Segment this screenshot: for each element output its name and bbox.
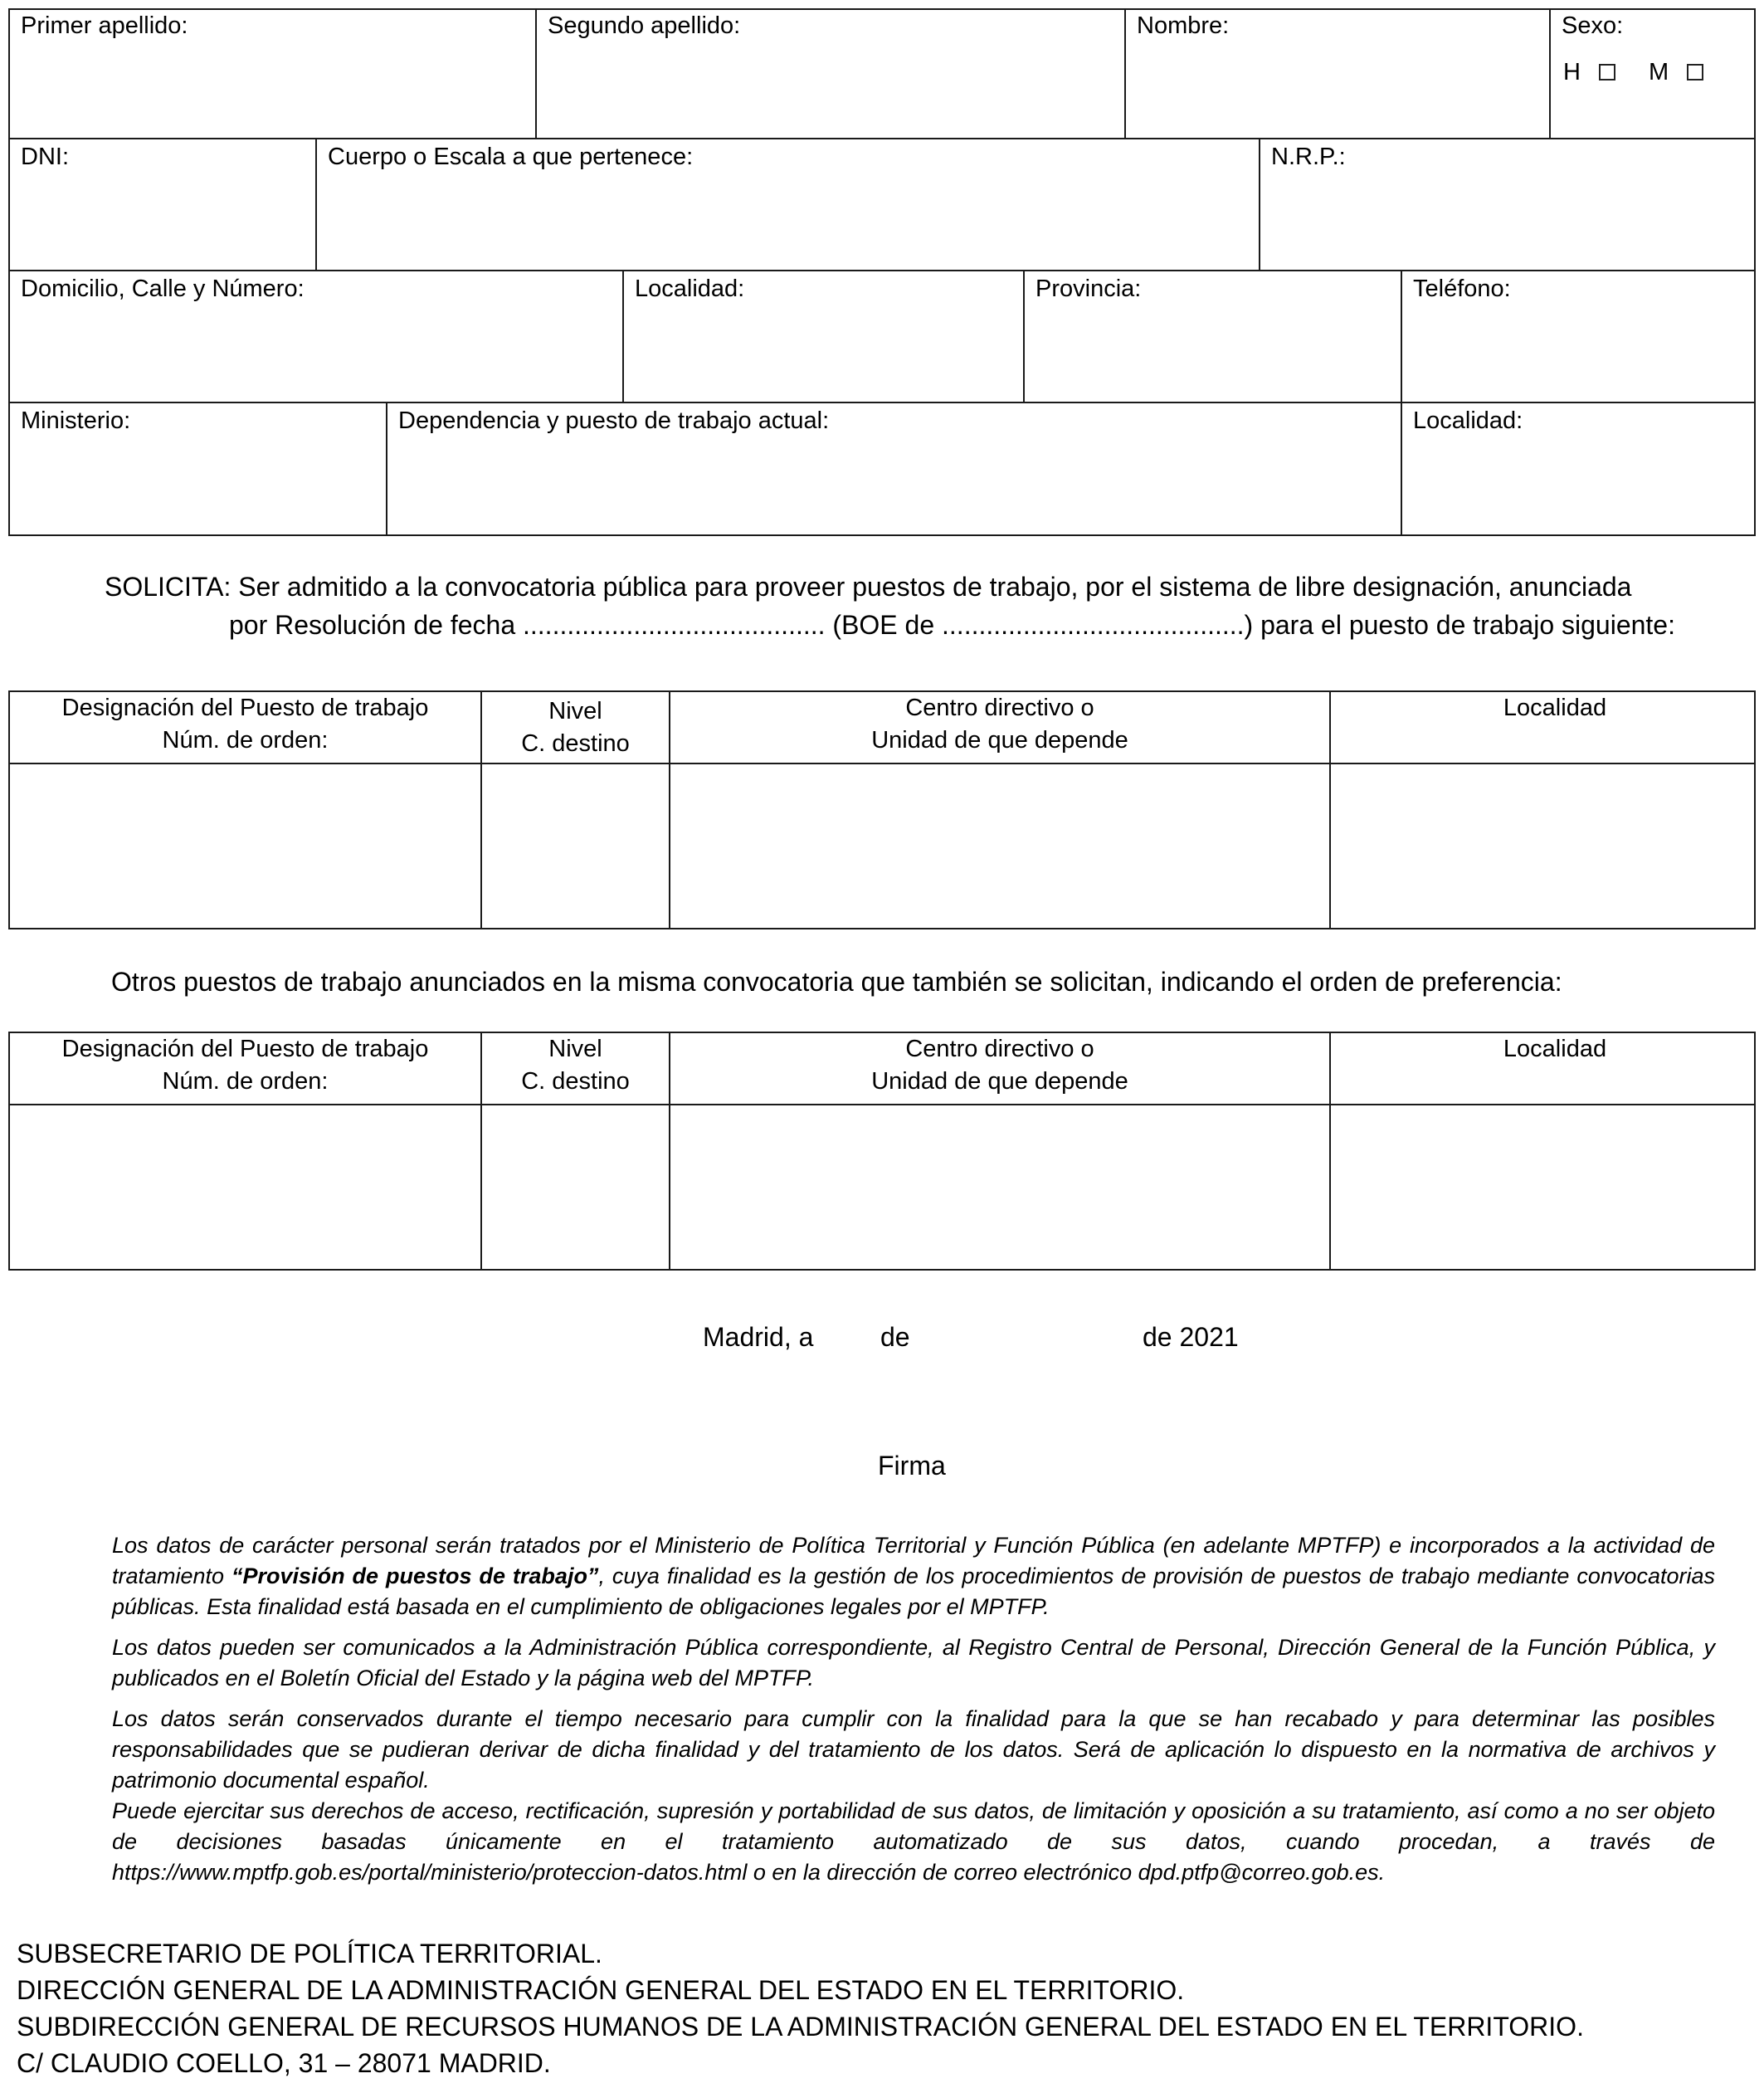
col-divider — [1259, 138, 1260, 271]
legal-paragraph-2: Los datos pueden ser comunicados a la Administración Pública correspondiente, al Registro Central de Personal, Dirección General de la Función Pública, y publicados en el Boletín Oficial del Estado y la página web del MPTFP. — [112, 1635, 1715, 1690]
sexo-options — [1563, 58, 1737, 86]
row-divider — [8, 402, 1756, 403]
col-divider — [535, 8, 537, 139]
header-designacion — [10, 1033, 480, 1098]
header-centro-line1: Centro directivo o — [905, 1036, 1094, 1062]
localidad-field[interactable] — [635, 275, 744, 303]
footer-line-4: C/ CLAUDIO COELLO, 31 – 28071 MADRID. — [17, 2048, 551, 2078]
col-divider — [386, 402, 387, 536]
localidad-label: Localidad: — [635, 276, 745, 302]
otros-cell-designacion[interactable] — [10, 1105, 480, 1269]
header-nivel-line1: Nivel — [548, 698, 602, 724]
nrp-field[interactable] — [1271, 143, 1346, 171]
legal-paragraph-1 — [112, 1530, 1715, 1622]
footer-line-3: SUBDIRECCIÓN GENERAL DE RECURSOS HUMANOS DE LA ADMINISTRACIÓN GENERAL DEL ESTADO EN EL TERRITORIO. — [17, 2012, 1584, 2042]
legal-p1-bold: “Provisión de puestos de trabajo” — [231, 1564, 599, 1588]
header-localidad-line1: Localidad — [1503, 1036, 1607, 1062]
provincia-field[interactable] — [1035, 275, 1141, 303]
header-centro-line2: Unidad de que depende — [871, 727, 1128, 754]
cuerpo-label: Cuerpo o Escala a que pertenece: — [328, 144, 694, 170]
data-protection-notice — [112, 1530, 1715, 1898]
header-nivel — [482, 1033, 669, 1098]
col-divider — [1124, 8, 1126, 139]
legal-p1-end: , cuya finalidad es la gestión de los procedimientos de provisión de puestos de trabajo mediante convocatorias públicas. Esta finalidad está basada en el cumplimiento de obligaciones legales por el MPTFP. — [112, 1564, 1715, 1619]
header-nivel-line2: C. destino — [521, 730, 630, 757]
footer-line-1: SUBSECRETARIO DE POLÍTICA TERRITORIAL. — [17, 1939, 602, 1968]
otros-puestos-text: Otros puestos de trabajo anunciados en la misma convocatoria que también se solicitan, indicando el orden de preferencia: — [111, 967, 1562, 997]
sexo-option-h[interactable] — [1563, 58, 1615, 86]
header-designacion-line2: Núm. de orden: — [162, 727, 329, 754]
fecha-madrid: Madrid, a — [703, 1322, 814, 1352]
solicita-line-2: por Resolución de fecha ......................................... (BOE de .........................................) para el puesto de trabajo siguiente: — [229, 610, 1675, 640]
header-centro-line1: Centro directivo o — [905, 695, 1094, 721]
checkbox-m-icon[interactable] — [1687, 64, 1703, 80]
col-divider — [1549, 8, 1551, 139]
dependencia-field[interactable] — [398, 407, 829, 435]
telefono-label: Teléfono: — [1413, 276, 1511, 302]
sexo-h-label: H — [1563, 59, 1581, 85]
puesto-cell-designacion[interactable] — [10, 764, 480, 928]
ministerio-label: Ministerio: — [21, 407, 131, 434]
dependencia-label: Dependencia y puesto de trabajo actual: — [398, 407, 830, 434]
legal-paragraph-3: Los datos serán conservados durante el tiempo necesario para cumplir con la finalidad para la que se han recabado y para determinar las posibles responsabilidades que se pudieran derivar de dicha finalidad y del tratamiento de los datos. Será de aplicación lo dispuesto en la normativa de archivos y patrimonio documental español. — [112, 1706, 1715, 1793]
provincia-label: Provincia: — [1035, 276, 1142, 302]
legal-paragraph-4: Puede ejercitar sus derechos de acceso, rectificación, supresión y portabilidad de sus datos, de limitación y oposición a su tratamiento, así como a no ser objeto de decisiones basadas únicamente en el tratamiento automatizado de sus datos, cuando procedan, a través de https://www.mptfp.gob.es/portal/ministerio/proteccion-datos.html o en la dirección de correo electrónico dpd.ptfp@correo.gob.es. — [112, 1798, 1715, 1885]
cuerpo-field[interactable] — [328, 143, 693, 171]
nrp-label: N.R.P.: — [1271, 144, 1346, 170]
header-localidad — [1331, 1033, 1764, 1066]
telefono-field[interactable] — [1413, 275, 1511, 303]
header-centro-line2: Unidad de que depende — [871, 1068, 1128, 1095]
header-designacion-line1: Designación del Puesto de trabajo — [61, 695, 429, 721]
primer-apellido-label: Primer apellido: — [21, 12, 188, 39]
localidad-actual-label: Localidad: — [1413, 407, 1523, 434]
fecha-de: de — [880, 1322, 910, 1352]
header-nivel — [482, 695, 669, 760]
header-centro — [670, 692, 1329, 757]
segundo-apellido-field[interactable] — [548, 12, 740, 40]
col-divider — [622, 270, 624, 402]
header-centro — [670, 1033, 1329, 1098]
nombre-field[interactable] — [1137, 12, 1229, 40]
firma-label: Firma — [878, 1451, 946, 1481]
otros-cell-centro[interactable] — [670, 1105, 1329, 1269]
segundo-apellido-label: Segundo apellido: — [548, 12, 741, 39]
puesto-cell-centro[interactable] — [670, 764, 1329, 928]
personal-data-form — [8, 8, 1756, 536]
header-nivel-line2: C. destino — [521, 1068, 630, 1095]
otros-cell-nivel[interactable] — [482, 1105, 669, 1269]
otros-cell-localidad[interactable] — [1331, 1105, 1754, 1269]
sexo-m-label: M — [1648, 59, 1669, 85]
header-designacion — [10, 692, 480, 757]
col-divider — [1401, 402, 1402, 536]
domicilio-field[interactable] — [21, 275, 305, 303]
dni-field[interactable] — [21, 143, 69, 171]
checkbox-h-icon[interactable] — [1599, 64, 1615, 80]
col-divider — [315, 138, 317, 271]
sexo-label: Sexo: — [1562, 12, 1624, 39]
solicita-line-1: SOLICITA: Ser admitido a la convocatoria pública para proveer puestos de trabajo, por el sistema de libre designación, anunciada — [105, 572, 1632, 602]
row-divider — [8, 138, 1756, 139]
header-designacion-line1: Designación del Puesto de trabajo — [61, 1036, 429, 1062]
legal-p1-start: Los datos de carácter personal serán tratados por el Ministerio de Política Territorial y Función Pública (en adelante MPTFP) e incorporados a la actividad de tratamiento — [112, 1533, 1715, 1588]
ministerio-field[interactable] — [21, 407, 130, 435]
footer-line-2: DIRECCIÓN GENERAL DE LA ADMINISTRACIÓN GENERAL DEL ESTADO EN EL TERRITORIO. — [17, 1975, 1185, 2005]
puesto-cell-nivel[interactable] — [482, 764, 669, 928]
header-designacion-line2: Núm. de orden: — [162, 1068, 329, 1095]
header-nivel-line1: Nivel — [548, 1036, 602, 1062]
domicilio-label: Domicilio, Calle y Número: — [21, 276, 305, 302]
sexo-option-m[interactable] — [1649, 58, 1703, 86]
nombre-label: Nombre: — [1137, 12, 1230, 39]
puesto-cell-localidad[interactable] — [1331, 764, 1754, 928]
fecha-year: de 2021 — [1143, 1322, 1239, 1352]
header-localidad — [1331, 692, 1764, 724]
row-divider — [8, 270, 1756, 271]
dni-label: DNI: — [21, 144, 69, 170]
localidad-actual-field[interactable] — [1413, 407, 1523, 435]
header-localidad-line1: Localidad — [1503, 695, 1607, 721]
col-divider — [1401, 270, 1402, 402]
primer-apellido-field[interactable] — [21, 12, 188, 40]
col-divider — [1023, 270, 1025, 402]
